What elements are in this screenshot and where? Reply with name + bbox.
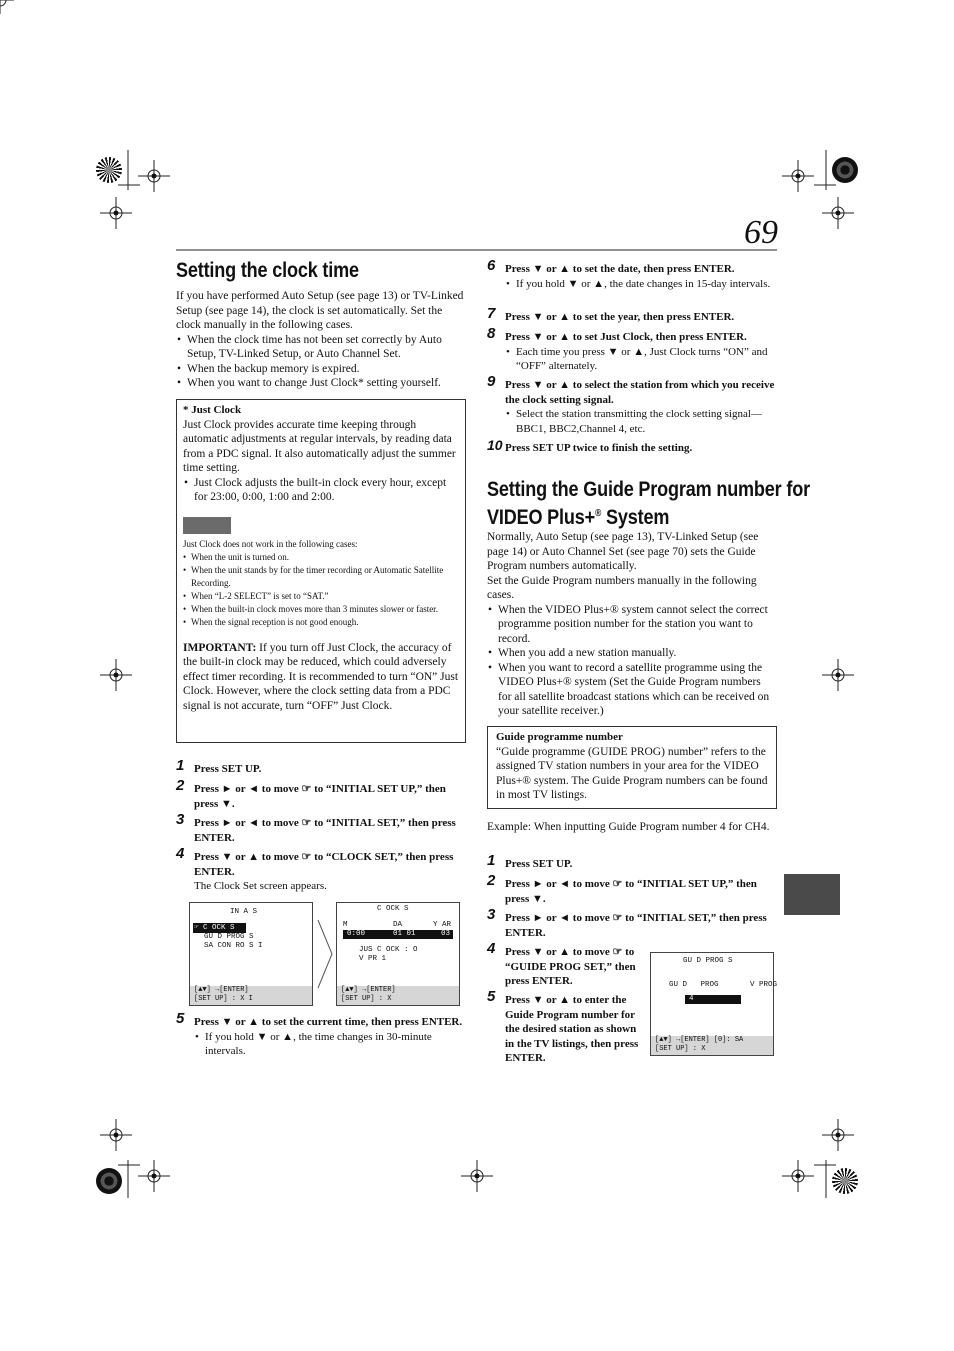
guide-intro-text: Normally, Auto Setup (see page 13), TV-Linked Setup (see page 14) or Auto Channel Set (see page 70) sets the Guide Program numbers automatically.	[487, 531, 759, 572]
clock-bullet: • When you want to change Just Clock* setting yourself.	[176, 376, 466, 391]
screen-guide-value: 4	[689, 995, 694, 1003]
step-number: 1	[176, 757, 185, 774]
section-tab	[784, 874, 840, 915]
step-text: Press ▼ or ▲ to move ☞ to “GUIDE PROG SET,” then press ENTER.	[505, 946, 636, 987]
step-text: Press ▼ or ▲ to set the date, then press ENTER.	[505, 263, 735, 275]
screen-footer	[651, 1036, 773, 1055]
guide-title-line2	[487, 502, 810, 530]
note-item: • When the unit is turned on.	[183, 551, 459, 564]
step-text: Press ▼ or ▲ to enter the Guide Program number for the desired station as shown in the TV listings, then press ENTER.	[505, 994, 639, 1064]
screen-row: JUS C OCK : O	[359, 946, 418, 954]
step-number: 8	[487, 325, 496, 342]
note-item: • When “L-2 SELECT” is set to “SAT.”	[183, 590, 459, 603]
guide-programme-box	[487, 726, 777, 809]
just-clock-heading: * Just Clock	[183, 404, 242, 416]
important-label: IMPORTANT:	[183, 641, 257, 654]
step-number: 2	[487, 872, 496, 889]
note-item: • When the unit stands by for the timer recording or Automatic Satellite Recording.	[183, 564, 459, 590]
guide-step	[487, 872, 777, 906]
screen-year-value: 03	[441, 930, 451, 938]
screen-head: DA	[393, 921, 403, 929]
guide-prog-set-screen	[650, 952, 778, 1056]
step-text: Press ► or ◄ to move ☞ to “INITIAL SET,” then press ENTER.	[505, 912, 767, 939]
registered-mark: ®	[595, 508, 602, 519]
screen-footer-line: [▲▼] →[ENTER]	[194, 986, 249, 994]
guide-step	[487, 906, 777, 940]
just-clock-text: Just Clock provides accurate time keeping through automatic adjustments at regular intervals, by reading data from a PDC signal. It also automatically adjust the summer time setting.	[183, 418, 456, 474]
screen-time-value: 0:00	[347, 930, 366, 938]
clock-step	[176, 777, 466, 811]
step-number: 5	[487, 988, 496, 1005]
step-number: 7	[487, 305, 496, 322]
step-text: Press SET UP.	[505, 858, 573, 870]
step-text: Press ► or ◄ to move ☞ to “INITIAL SET,” then press ENTER.	[194, 817, 456, 844]
step-number: 2	[176, 777, 185, 794]
just-clock-bullet: • Just Clock adjusts the built-in clock every hour, except for 23:00, 0:00, 1:00 and 2:00.	[183, 476, 459, 505]
note-item: • When the built-in clock moves more than 3 minutes slower or faster.	[183, 603, 459, 616]
screen-head: Y AR	[433, 921, 452, 929]
guide-bullet: • When the VIDEO Plus+® system cannot select the correct programme position number for the station you want to record.	[487, 603, 777, 647]
important-note	[183, 641, 459, 714]
clock-section-title: Setting the clock time	[176, 259, 359, 282]
note-tag	[183, 517, 231, 534]
guide-title-line1: Setting the Guide Program number for	[487, 478, 810, 501]
step-number: 9	[487, 373, 496, 390]
initial-set-screen	[189, 902, 313, 1006]
step-text: Press SET UP twice to finish the setting.	[505, 442, 693, 454]
clock-step	[176, 1010, 466, 1059]
step-text: Press ▼ or ▲ to select the station from which you receive the clock setting signal.	[505, 379, 775, 406]
video-plus-label: VIDEO Plus+	[487, 506, 596, 529]
important-text: If you turn off Just Clock, the accuracy of the built-in clock may be reduced, which could adversely effect timer recording. It is recommended to turn “ON” Just Clock. However, where the clock setting data from a PDC signal is not accurate, turn “OFF” Just Clock.	[183, 641, 459, 712]
screen-title: C OCK S	[377, 905, 409, 913]
screen-row: GU D PROG S	[204, 933, 254, 941]
clock-step	[487, 373, 777, 436]
screen-footer-line: [▲▼] →[ENTER] [0]: SA	[655, 1036, 744, 1044]
guide-box-heading: Guide programme number	[496, 731, 623, 743]
guide-step	[487, 852, 777, 872]
guide-example: Example: When inputting Guide Program number 4 for CH4.	[487, 821, 770, 833]
step-sub: The Clock Set screen appears.	[194, 880, 327, 892]
clock-step	[487, 257, 777, 291]
step-number: 3	[487, 906, 496, 923]
step-text: Press ▼ or ▲ to set the current time, then press ENTER.	[194, 1016, 463, 1028]
screen-head: GU D PROG V PROG	[669, 981, 778, 989]
guide-title-end: System	[601, 506, 670, 529]
step-number: 5	[176, 1010, 185, 1027]
screen-selected-row: ☞ C OCK S	[193, 923, 246, 933]
step-text: Press ► or ◄ to move ☞ to “INITIAL SET UP,” then press ▼.	[505, 878, 757, 905]
screen-title: IN A S	[230, 908, 258, 916]
screen-footer-line: [▲▼] →[ENTER]	[341, 986, 396, 994]
note-intro: Just Clock does not work in the following cases:	[183, 538, 358, 549]
screen-row: SA CON RO S I	[204, 942, 263, 950]
screen-row: V PR 1	[359, 955, 387, 963]
screen-footer	[337, 986, 459, 1005]
screen-title: GU D PROG S	[683, 957, 733, 965]
guide-box-text: “Guide programme (GUIDE PROG) number” refers to the assigned TV station numbers in your area for the VIDEO Plus+® system. The Guide Program numbers can be found in most TV listings.	[496, 745, 768, 801]
guide-intro	[487, 530, 777, 719]
step-text: Press ▼ or ▲ to set the year, then press ENTER.	[505, 311, 735, 323]
step-number: 6	[487, 257, 496, 274]
screen-footer-line: [SET UP] : X	[655, 1045, 706, 1053]
step-sub: • If you hold ▼ or ▲, the time changes in 30-minute intervals.	[194, 1030, 466, 1059]
step-number: 10	[487, 437, 503, 453]
step-sub: • If you hold ▼ or ▲, the date changes in 15-day intervals.	[505, 277, 777, 292]
step-sub: • Select the station transmitting the clock setting signal—BBC1, BBC2,Channel 4, etc.	[505, 407, 777, 436]
step-number: 1	[487, 852, 496, 869]
screen-footer	[190, 986, 312, 1005]
guide-step	[487, 940, 647, 989]
step-number: 4	[487, 940, 496, 957]
note-item: • When the signal reception is not good enough.	[183, 616, 459, 629]
just-clock-box	[176, 399, 466, 743]
clock-set-screen	[336, 902, 460, 1006]
clock-step	[176, 811, 466, 845]
guide-intro-text-2: Set the Guide Program numbers manually in the following cases.	[487, 574, 757, 601]
step-text: Press ► or ◄ to move ☞ to “INITIAL SET UP,” then press ▼.	[194, 783, 446, 810]
clock-step	[487, 437, 777, 456]
screen-date-value: 01 01	[393, 930, 416, 938]
step-number: 4	[176, 845, 185, 862]
clock-step	[176, 845, 466, 894]
page-number: 69	[744, 214, 778, 251]
guide-section-title	[487, 478, 810, 530]
screen-channel-value: 5	[735, 995, 740, 1003]
arrow-right-icon	[316, 918, 336, 990]
clock-intro	[176, 289, 466, 391]
step-sub: • Each time you press ▼ or ▲, Just Clock turns “ON” and “OFF” alternately.	[505, 345, 777, 374]
screen-head: M	[343, 921, 348, 929]
step-text: Press ▼ or ▲ to move ☞ to “CLOCK SET,” then press ENTER.	[194, 851, 454, 878]
clock-step	[176, 757, 466, 777]
clock-bullet: • When the backup memory is expired.	[176, 362, 466, 377]
guide-bullet: • When you want to record a satellite programme using the VIDEO Plus+® system (Set the Guide Program numbers for all satellite broadcast stations which can be received on your satellite receiver.)	[487, 661, 777, 719]
guide-bullet: • When you add a new station manually.	[487, 646, 777, 661]
clock-step	[487, 325, 777, 374]
screen-footer-line: [SET UP] : X	[341, 995, 392, 1003]
clock-step	[487, 305, 777, 325]
step-text: Press SET UP.	[194, 763, 262, 775]
step-text: Press ▼ or ▲ to set Just Clock, then press ENTER.	[505, 331, 747, 343]
clock-intro-text: If you have performed Auto Setup (see page 13) or TV-Linked Setup (see page 14), the clock is set automatically. Set the clock manually in the following cases.	[176, 290, 464, 331]
step-number: 3	[176, 811, 185, 828]
screen-footer-line: [SET UP] : X I	[194, 995, 253, 1003]
clock-bullet: • When the clock time has not been set correctly by Auto Setup, TV-Linked Setup, or Auto Channel Set.	[176, 333, 466, 362]
guide-step	[487, 988, 647, 1066]
